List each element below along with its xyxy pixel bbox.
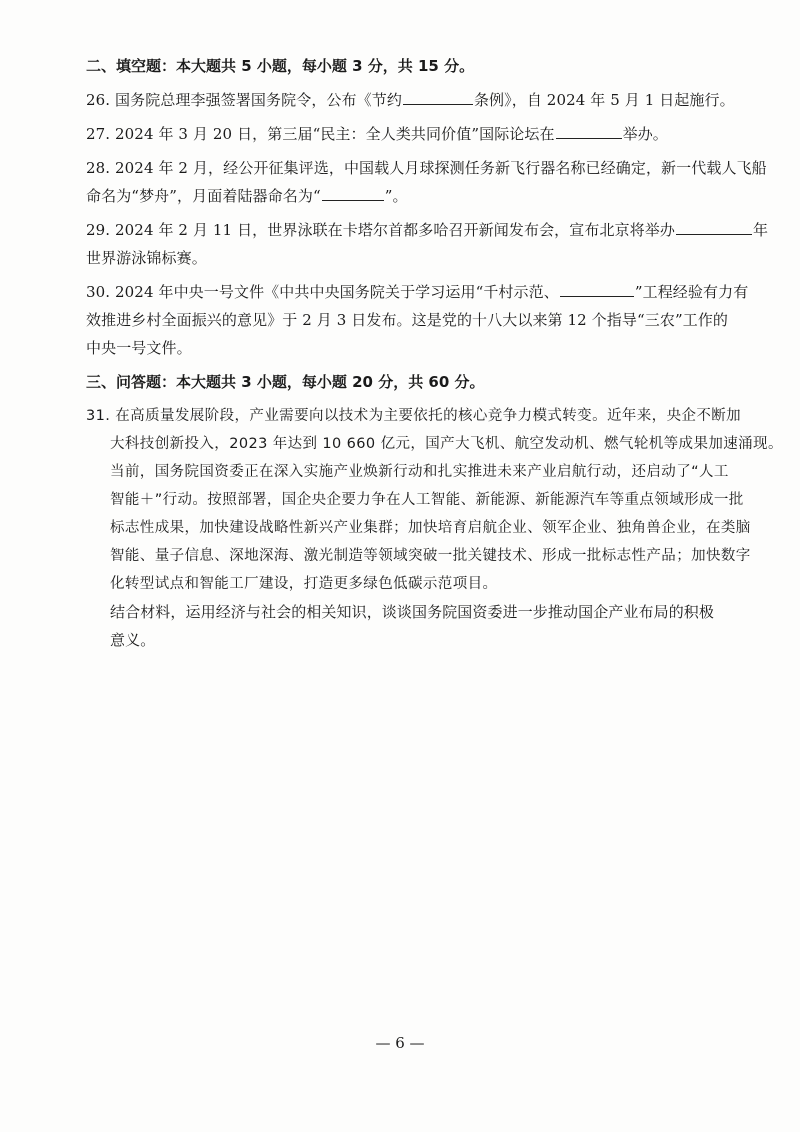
question-28-line-2 bbox=[86, 182, 726, 210]
question-27-suffix: 举办。 bbox=[622, 125, 668, 143]
answer-blank bbox=[556, 124, 622, 139]
answer-blank bbox=[676, 220, 752, 235]
question-29-suffix: 年 bbox=[752, 221, 769, 239]
question-30-line-2: 效推进乡村全面振兴的意见》于 2 月 3 日发布。这是党的十八大以来第 12 个指导“三农”工作的 bbox=[86, 311, 729, 329]
question-31-prompt bbox=[86, 598, 726, 654]
question-28 bbox=[86, 154, 767, 210]
question-26-suffix: 条例》，自 2024 年 5 月 1 日起施行。 bbox=[473, 91, 735, 109]
question-28-prefix: 命名为“梦舟”，月面着陆器命名为“ bbox=[86, 187, 321, 205]
material-line: 标志性成果，加快建设战略性新兴产业集群；加快培育启航企业、领军企业、独角兽企业，在类脑 bbox=[110, 520, 751, 536]
page-content bbox=[86, 50, 783, 654]
material-line: 化转型试点和智能工厂建设，打造更多绿色低碳示范项目。 bbox=[110, 576, 498, 592]
question-27 bbox=[86, 120, 726, 148]
material-line: 大科技创新投入，2023 年达到 10 660 亿元，国产大飞机、航空发动机、燃气轮机等成果加速涌现。 bbox=[110, 436, 783, 452]
question-28-suffix: ”。 bbox=[384, 187, 408, 205]
question-31-material bbox=[86, 402, 783, 598]
question-27-prefix: 27. 2024 年 3 月 20 日，第三届“民主：全人类共同价值”国际论坛在 bbox=[86, 125, 555, 143]
answer-blank bbox=[560, 282, 634, 297]
question-30-prefix: 30. 2024 年中央一号文件《中共中央国务院关于学习运用“千村示范、 bbox=[86, 283, 559, 301]
section-heading-fill-in: 二、填空题：本大题共 5 小题，每小题 3 分，共 15 分。 bbox=[86, 57, 475, 75]
answer-blank bbox=[322, 186, 384, 201]
question-26 bbox=[86, 86, 735, 114]
question-30 bbox=[86, 278, 749, 362]
prompt-line: 结合材料，运用经济与社会的相关知识，谈谈国务院国资委进一步推动国企产业布局的积极 bbox=[110, 603, 715, 621]
question-30-line-1 bbox=[86, 278, 749, 306]
question-30-suffix: ”工程经验有力有 bbox=[634, 283, 749, 301]
question-28-line-1: 28. 2024 年 2 月，经公开征集评选，中国载人月球探测任务新飞行器名称已经确定，新一代载人飞船 bbox=[86, 159, 767, 177]
question-30-line-3: 中央一号文件。 bbox=[86, 339, 192, 357]
material-line: 智能、量子信息、深地深海、激光制造等领域突破一批关键技术、形成一批标志性产品；加快数字 bbox=[110, 548, 751, 564]
question-29-line-1 bbox=[86, 216, 769, 244]
question-27-line bbox=[86, 120, 726, 148]
question-29-line-2: 世界游泳锦标赛。 bbox=[86, 249, 207, 267]
question-26-prefix: 26. 国务院总理李强签署国务院令，公布《节约 bbox=[86, 91, 402, 109]
question-29 bbox=[86, 216, 769, 272]
answer-blank bbox=[403, 90, 473, 105]
material-line: 31. 在高质量发展阶段，产业需要向以技术为主要依托的核心竞争力模式转变。近年来，央企不断加 bbox=[86, 408, 742, 424]
material-line: 当前，国务院国资委正在深入实施产业焕新行动和扎实推进未来产业启航行动，还启动了“人工 bbox=[110, 464, 729, 480]
page-number: — 6 — bbox=[375, 1034, 425, 1052]
prompt-line: 意义。 bbox=[110, 631, 156, 649]
question-26-line bbox=[86, 86, 735, 114]
section-heading-essay: 三、问答题：本大题共 3 小题，每小题 20 分，共 60 分。 bbox=[86, 373, 485, 391]
question-29-prefix: 29. 2024 年 2 月 11 日，世界泳联在卡塔尔首都多哈召开新闻发布会，宣布北京将举办 bbox=[86, 221, 675, 239]
material-line: 智能＋”行动。按照部署，国企央企要力争在人工智能、新能源、新能源汽车等重点领域形成一批 bbox=[110, 492, 744, 508]
